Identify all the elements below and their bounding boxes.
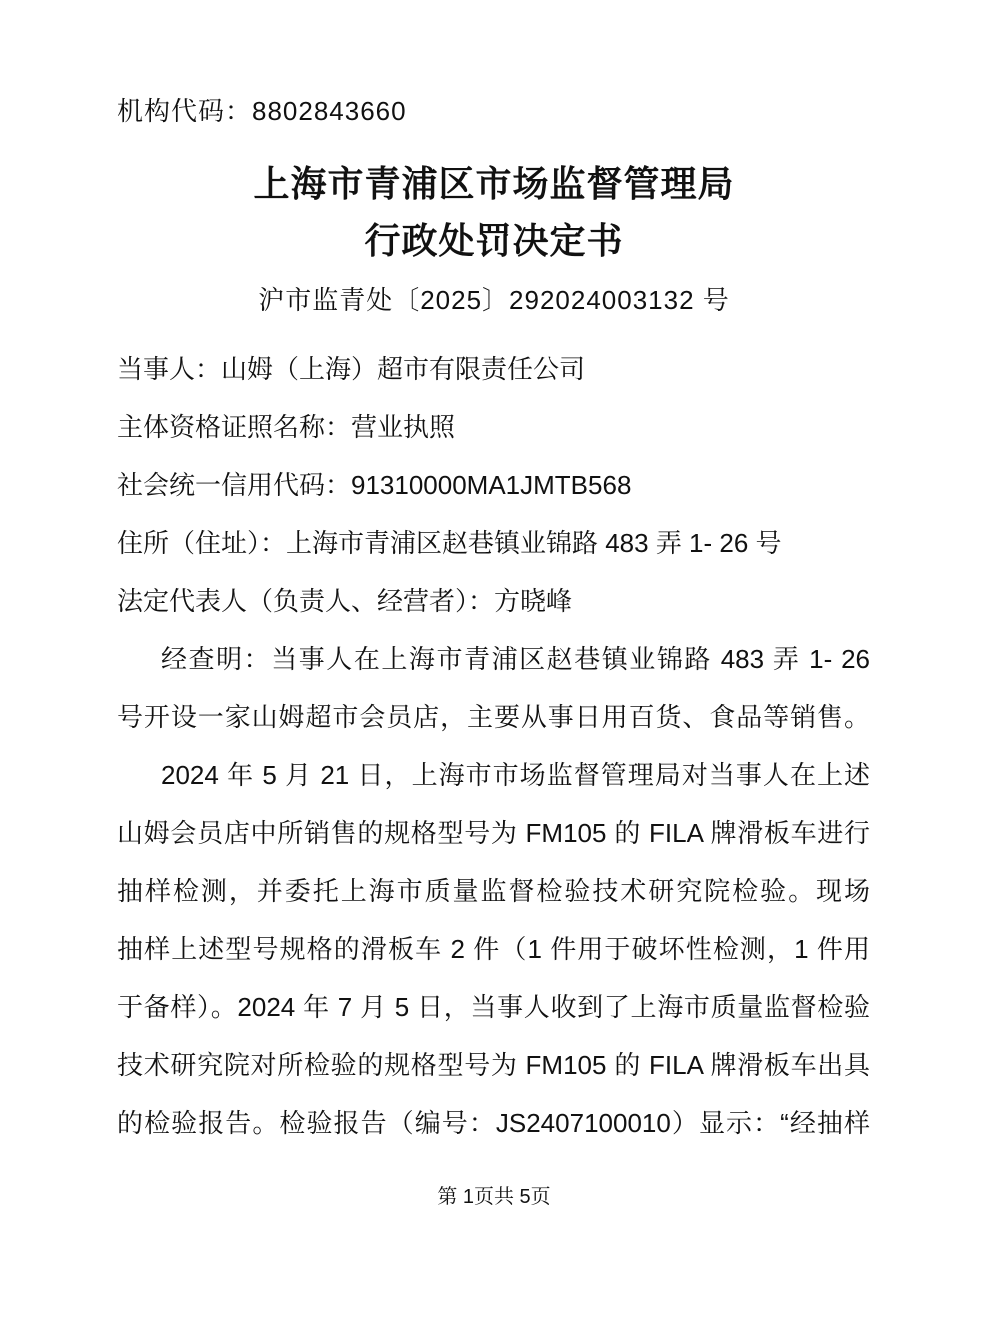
body-line: 主体资格证照名称：营业执照 xyxy=(117,412,456,442)
title-line-2: 行政处罚决定书 xyxy=(364,221,624,261)
body-line: 住所（住址）：上海市青浦区赵巷镇业锦路 483 弄 1- 26 号 xyxy=(117,528,782,558)
title-line-1: 上海市青浦区市场监督管理局 xyxy=(253,164,735,204)
body-line: 抽样上述型号规格的滑板车 2 件（1 件用于破坏性检测，1 件用 xyxy=(117,934,870,964)
body-line: 山姆会员店中所销售的规格型号为 FM105 的 FILA 牌滑板车进行 xyxy=(117,818,870,848)
org-code-line: 机构代码：8802843660 xyxy=(117,96,407,126)
body-line: 的检验报告。检验报告（编号：JS2407100010）显示：“经抽样 xyxy=(117,1108,870,1138)
body-line: 抽样检测，并委托上海市质量监督检验技术研究院检验。现场 xyxy=(117,876,870,906)
body-line: 社会统一信用代码：91310000MA1JMTB568 xyxy=(117,470,632,500)
document-title xyxy=(0,156,988,270)
body-line: 于备样）。2024 年 7 月 5 日，当事人收到了上海市质量监督检验 xyxy=(117,992,870,1022)
body-line: 号开设一家山姆超市会员店，主要从事日用百货、食品等销售。 xyxy=(117,702,870,732)
body-line: 技术研究院对所检验的规格型号为 FM105 的 FILA 牌滑板车出具 xyxy=(117,1050,870,1080)
doc-number: 沪市监青处〔2025〕292024003132 号 xyxy=(258,285,730,315)
body-line: 经查明：当事人在上海市青浦区赵巷镇业锦路 483 弄 1- 26 xyxy=(161,644,870,674)
body-line: 法定代表人（负责人、经营者）：方晓峰 xyxy=(117,586,573,616)
body-line: 2024 年 5 月 21 日，上海市市场监督管理局对当事人在上述 xyxy=(161,760,870,790)
document-body xyxy=(117,340,870,1152)
page-number: 第 1页共 5页 xyxy=(437,1186,551,1208)
body-line: 当事人：山姆（上海）超市有限责任公司 xyxy=(117,354,586,384)
